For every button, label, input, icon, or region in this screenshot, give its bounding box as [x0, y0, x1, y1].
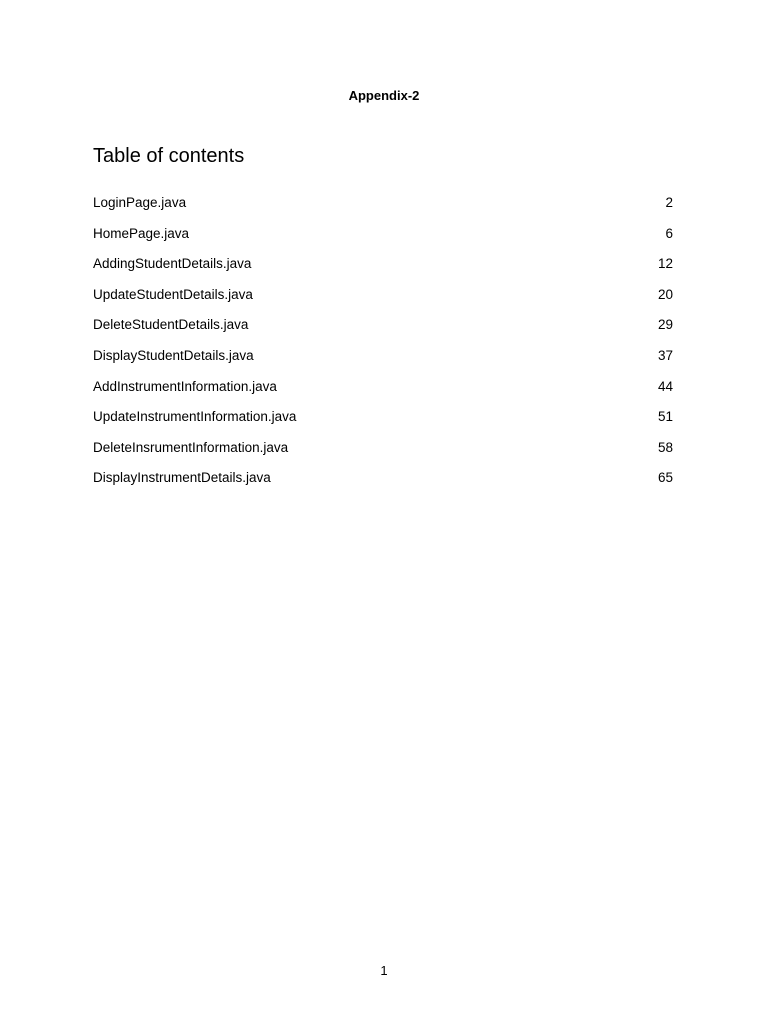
toc-entry-page: 65	[657, 470, 673, 486]
toc-entry-page: 51	[657, 409, 673, 425]
toc-entry-page: 37	[657, 347, 673, 363]
toc-entry-title: LoginPage.java	[93, 195, 187, 210]
toc-entry-page: 12	[657, 256, 673, 272]
toc-entry	[93, 408, 673, 439]
toc-entry-page: 6	[665, 225, 673, 241]
toc-heading: Table of contents	[93, 145, 245, 167]
appendix-title: Appendix-2	[348, 88, 420, 103]
toc-entry	[93, 316, 673, 347]
toc-entry-title: HomePage.java	[93, 225, 190, 241]
page-number: 1	[380, 963, 388, 978]
toc-entry-page: 29	[657, 317, 673, 333]
toc-entry-page: 2	[665, 195, 673, 210]
toc-entry-page: 58	[657, 439, 673, 455]
toc-entry-page: 20	[657, 286, 673, 302]
toc-entry-title: UpdateStudentDetails.java	[93, 286, 253, 302]
toc-entry	[93, 194, 673, 225]
toc-entry	[93, 378, 673, 409]
toc-entry	[93, 255, 673, 286]
toc-entry-title: DeleteInsrumentInformation.java	[93, 439, 289, 455]
toc-entry	[93, 469, 673, 500]
toc-entry	[93, 347, 673, 378]
toc-entry-title: DeleteStudentDetails.java	[93, 317, 249, 333]
toc-entry-title: DisplayStudentDetails.java	[93, 347, 254, 363]
toc-entry	[93, 286, 673, 317]
toc-entry-page: 44	[657, 378, 673, 394]
toc-entry-title: DisplayInstrumentDetails.java	[93, 470, 271, 486]
toc-entry	[93, 225, 673, 256]
toc-entry-title: AddInstrumentInformation.java	[93, 378, 277, 394]
toc-entry	[93, 439, 673, 470]
toc-entry-title: AddingStudentDetails.java	[93, 256, 252, 272]
toc-entry-title: UpdateInstrumentInformation.java	[93, 409, 297, 425]
toc-list	[93, 194, 673, 500]
